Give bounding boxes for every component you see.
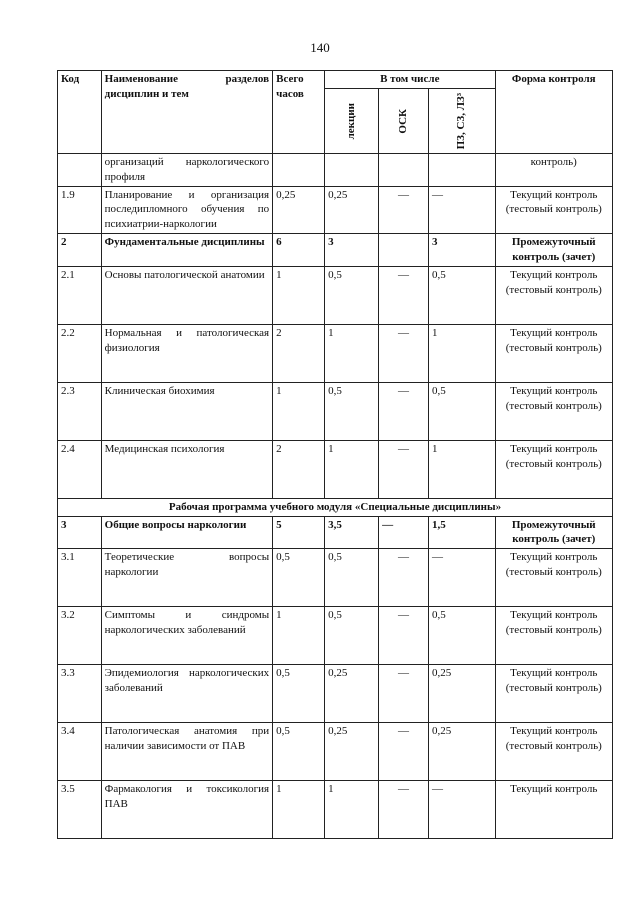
table-body-part-c — [58, 549, 613, 839]
cell-lectures: 1 — [325, 781, 379, 839]
table-row — [58, 153, 613, 186]
cell-form: Текущий контроль (тестовый контроль) — [495, 266, 613, 324]
cell-name: Основы патологической анатомии — [101, 266, 272, 324]
cell-name: Клиническая биохимия — [101, 382, 272, 440]
cell-osk: — — [379, 440, 429, 498]
cell-form: контроль) — [495, 153, 613, 186]
table-row — [58, 186, 613, 234]
cell-code: 3.1 — [58, 549, 102, 607]
cell-name: Общие вопросы наркологии — [101, 516, 272, 549]
cell-code — [58, 153, 102, 186]
header-code: Код — [58, 71, 102, 154]
table-row — [58, 382, 613, 440]
header-including: В том числе — [325, 71, 495, 89]
cell-pz: — — [428, 186, 495, 234]
cell-name: Медицинская психология — [101, 440, 272, 498]
cell-pz — [428, 153, 495, 186]
module-title: Рабочая программа учебного модуля «Специальные дисциплины» — [58, 498, 613, 516]
cell-form: Текущий контроль (тестовый контроль) — [495, 440, 613, 498]
cell-code: 1.9 — [58, 186, 102, 234]
cell-form: Текущий контроль (тестовый контроль) — [495, 549, 613, 607]
cell-code: 3.3 — [58, 665, 102, 723]
cell-pz: — — [428, 781, 495, 839]
cell-osk: — — [379, 723, 429, 781]
table-body-part-a — [58, 153, 613, 233]
cell-code: 2.2 — [58, 324, 102, 382]
cell-total: 6 — [273, 234, 325, 267]
cell-lectures: 0,5 — [325, 382, 379, 440]
cell-lectures: 0,25 — [325, 186, 379, 234]
table-body-part-b — [58, 266, 613, 498]
cell-name: Эпидемиология наркологических заболеваний — [101, 665, 272, 723]
cell-code: 3 — [58, 516, 102, 549]
cell-pz: 0,5 — [428, 382, 495, 440]
cell-lectures — [325, 153, 379, 186]
cell-name: Теоретические вопросы наркологии — [101, 549, 272, 607]
cell-pz: 3 — [428, 234, 495, 267]
cell-lectures: 1 — [325, 324, 379, 382]
cell-osk: — — [379, 324, 429, 382]
header-form: Форма контроля — [495, 71, 613, 154]
cell-osk: — — [379, 516, 429, 549]
cell-name: организаций наркологического профиля — [101, 153, 272, 186]
cell-name: Нормальная и патологическая физиология — [101, 324, 272, 382]
cell-form: Текущий контроль (тестовый контроль) — [495, 324, 613, 382]
cell-code: 3.5 — [58, 781, 102, 839]
cell-osk — [379, 153, 429, 186]
cell-name: Патологическая анатомия при наличии зависимости от ПАВ — [101, 723, 272, 781]
curriculum-table — [57, 70, 613, 839]
cell-lectures: 1 — [325, 440, 379, 498]
cell-total: 1 — [273, 781, 325, 839]
cell-osk — [379, 234, 429, 267]
module-title-row — [58, 498, 613, 516]
page-number: 140 — [310, 40, 330, 55]
cell-form: Текущий контроль (тестовый контроль) — [495, 186, 613, 234]
table-row-section-2 — [58, 234, 613, 267]
cell-form: Текущий контроль — [495, 781, 613, 839]
cell-total: 0,5 — [273, 549, 325, 607]
cell-name: Планирование и организация последипломного обучения по психиатрии-наркологии — [101, 186, 272, 234]
cell-pz: 0,5 — [428, 607, 495, 665]
cell-pz: 1,5 — [428, 516, 495, 549]
cell-total: 1 — [273, 382, 325, 440]
cell-code: 2 — [58, 234, 102, 267]
cell-form: Промежуточный контроль (зачет) — [495, 234, 613, 267]
cell-osk: — — [379, 266, 429, 324]
table-row — [58, 440, 613, 498]
cell-pz: 1 — [428, 324, 495, 382]
table-row — [58, 665, 613, 723]
cell-form: Текущий контроль (тестовый контроль) — [495, 665, 613, 723]
header-pz: ПЗ, СЗ, ЛЗ³ — [455, 92, 468, 150]
cell-lectures: 0,5 — [325, 266, 379, 324]
cell-name: Фармакология и токсикология ПАВ — [101, 781, 272, 839]
cell-lectures: 0,25 — [325, 665, 379, 723]
cell-total: 5 — [273, 516, 325, 549]
table-row — [58, 607, 613, 665]
cell-total: 2 — [273, 440, 325, 498]
table-row — [58, 266, 613, 324]
cell-total — [273, 153, 325, 186]
cell-lectures: 0,5 — [325, 607, 379, 665]
cell-name: Фундаментальные дисциплины — [101, 234, 272, 267]
cell-osk: — — [379, 549, 429, 607]
cell-total: 0,5 — [273, 665, 325, 723]
cell-lectures: 3 — [325, 234, 379, 267]
header-lectures: лекции — [345, 102, 358, 140]
cell-pz: 0,25 — [428, 665, 495, 723]
header-osk: ОСК — [397, 108, 410, 134]
cell-lectures: 0,5 — [325, 549, 379, 607]
cell-osk: — — [379, 607, 429, 665]
table-row — [58, 549, 613, 607]
table-row — [58, 723, 613, 781]
cell-pz: 0,25 — [428, 723, 495, 781]
cell-total: 0,25 — [273, 186, 325, 234]
cell-osk: — — [379, 665, 429, 723]
table-row — [58, 324, 613, 382]
cell-form: Промежуточный контроль (зачет) — [495, 516, 613, 549]
table-row — [58, 781, 613, 839]
section-row — [58, 234, 613, 267]
header-name: Наименование разделов дисциплин и тем — [101, 71, 272, 154]
cell-code: 3.2 — [58, 607, 102, 665]
cell-osk: — — [379, 186, 429, 234]
cell-code: 3.4 — [58, 723, 102, 781]
cell-lectures: 3,5 — [325, 516, 379, 549]
cell-code: 2.3 — [58, 382, 102, 440]
cell-pz: — — [428, 549, 495, 607]
cell-total: 2 — [273, 324, 325, 382]
cell-name: Симптомы и синдромы наркологических заболеваний — [101, 607, 272, 665]
cell-form: Текущий контроль (тестовый контроль) — [495, 382, 613, 440]
cell-pz: 1 — [428, 440, 495, 498]
cell-pz: 0,5 — [428, 266, 495, 324]
cell-form: Текущий контроль (тестовый контроль) — [495, 723, 613, 781]
cell-code: 2.1 — [58, 266, 102, 324]
cell-lectures: 0,25 — [325, 723, 379, 781]
cell-total: 0,5 — [273, 723, 325, 781]
cell-total: 1 — [273, 266, 325, 324]
cell-osk: — — [379, 382, 429, 440]
cell-total: 1 — [273, 607, 325, 665]
header-total: Всего часов — [273, 71, 325, 154]
cell-form: Текущий контроль (тестовый контроль) — [495, 607, 613, 665]
cell-code: 2.4 — [58, 440, 102, 498]
cell-osk: — — [379, 781, 429, 839]
table-row-section-3 — [58, 516, 613, 549]
